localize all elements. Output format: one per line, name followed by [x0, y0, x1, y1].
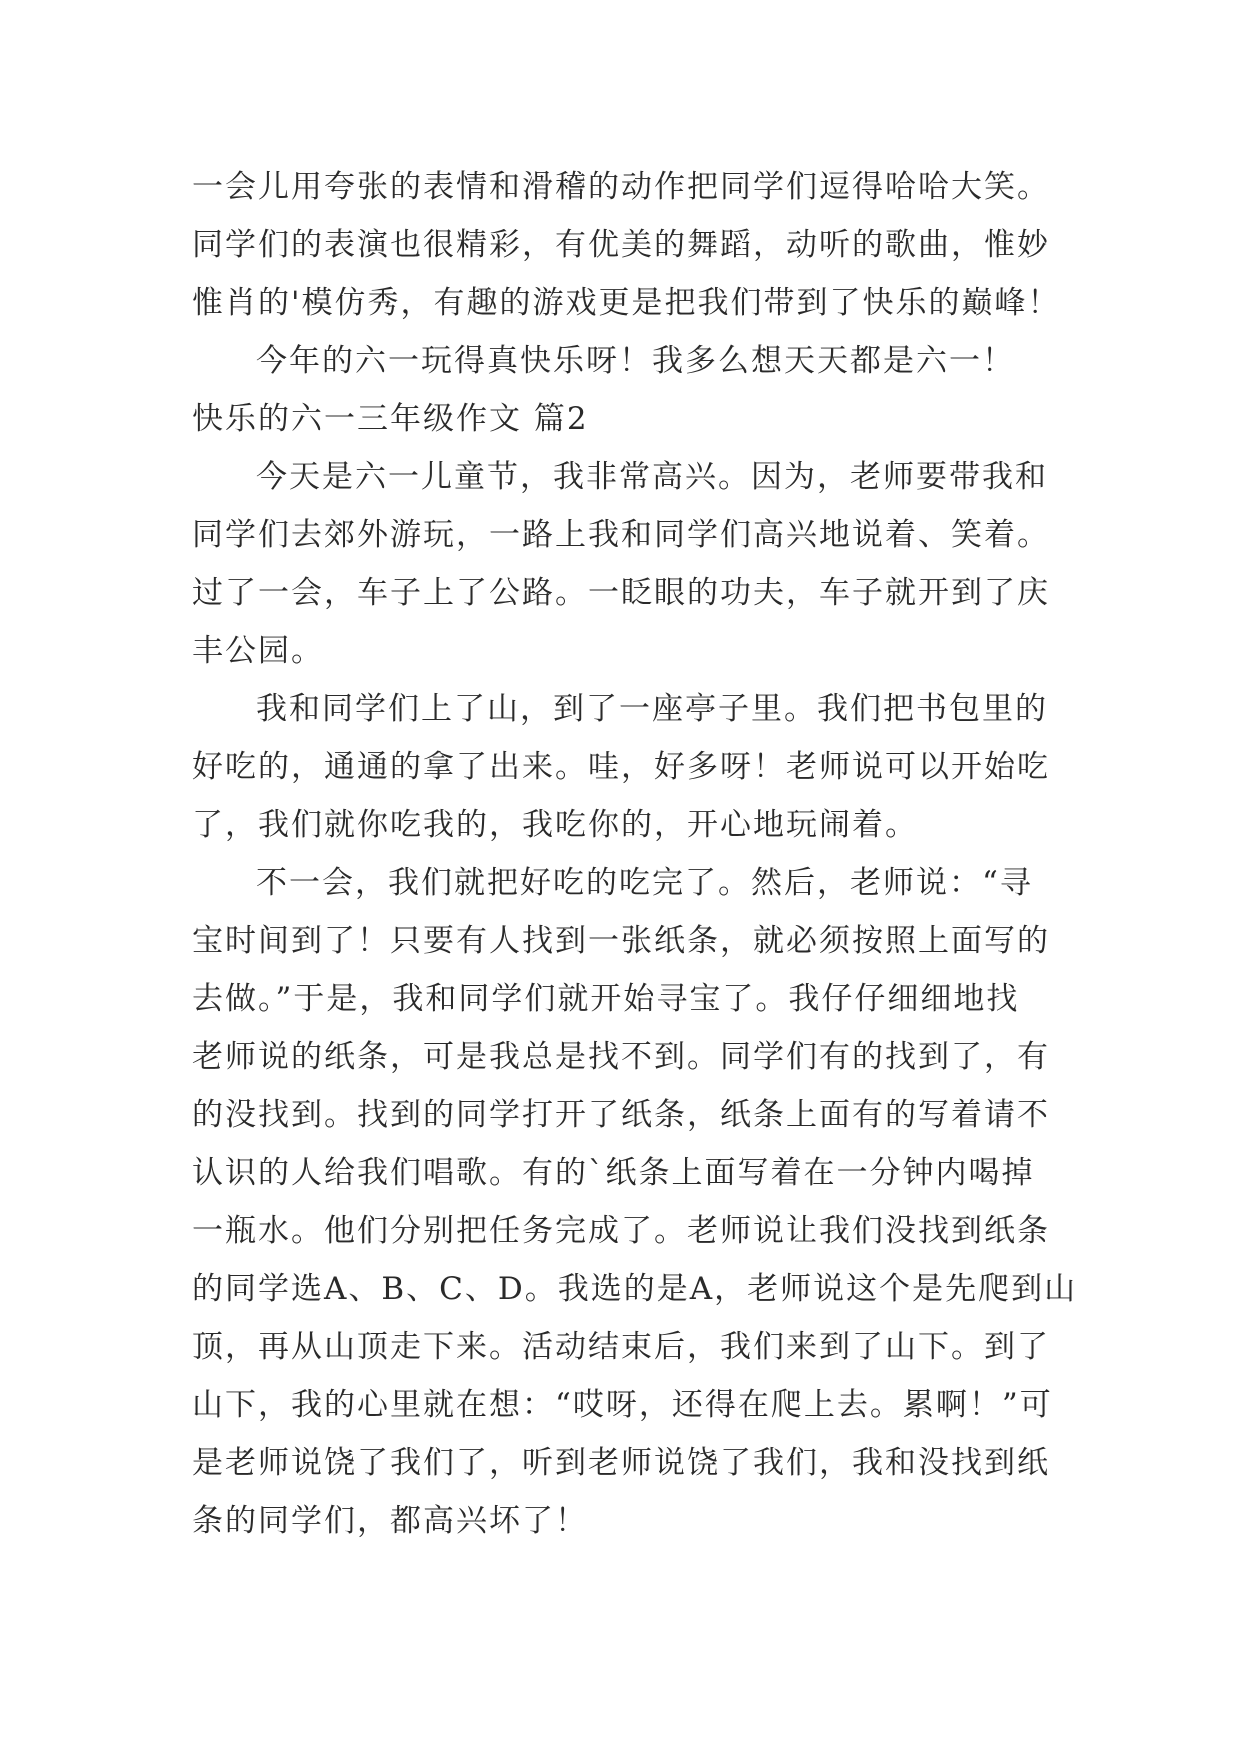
text-line: 惟肖的'模仿秀，有趣的游戏更是把我们带到了快乐的巅峰！: [192, 285, 1061, 321]
text-line: 丰公园。: [192, 633, 324, 669]
text-line: 宝时间到了！只要有人找到一张纸条，就必须按照上面写的: [192, 923, 1050, 959]
text-line: 的没找到。找到的同学打开了纸条，纸条上面有的写着请不: [192, 1097, 1050, 1133]
text-line: 认识的人给我们唱歌。有的`纸条上面写着在一分钟内喝掉: [192, 1155, 1035, 1191]
text-line: 去做。”于是，我和同学们就开始寻宝了。我仔仔细细地找: [192, 981, 1020, 1017]
text-line: 过了一会，车子上了公路。一眨眼的功夫，车子就开到了庆: [192, 575, 1050, 611]
text-line: 的同学选A、B、C、D。我选的是A，老师说这个是先爬到山: [192, 1271, 1078, 1307]
text-line: 好吃的，通通的拿了出来。哇，好多呀！老师说可以开始吃: [192, 749, 1050, 785]
text-line: 同学们的表演也很精彩，有优美的舞蹈，动听的歌曲，惟妙: [192, 227, 1050, 263]
document-body: [192, 158, 1078, 1550]
text-line: 顶，再从山顶走下来。活动结束后，我们来到了山下。到了: [192, 1329, 1050, 1365]
text-line: 今年的六一玩得真快乐呀！我多么想天天都是六一！: [256, 343, 1015, 379]
text-line: 我和同学们上了山，到了一座亭子里。我们把书包里的: [256, 691, 1048, 727]
text-line: 老师说的纸条，可是我总是找不到。同学们有的找到了，有: [192, 1039, 1050, 1075]
text-line: 山下，我的心里就在想：“哎呀，还得在爬上去。累啊！”可: [192, 1387, 1053, 1423]
section-heading: 快乐的六一三年级作文 篇2: [192, 401, 589, 437]
text-line: 是老师说饶了我们了，听到老师说饶了我们，我和没找到纸: [192, 1445, 1050, 1481]
text-line: 同学们去郊外游玩，一路上我和同学们高兴地说着、笑着。: [192, 517, 1050, 553]
text-line: 一瓶水。他们分别把任务完成了。老师说让我们没找到纸条: [192, 1213, 1050, 1249]
text-line: 一会儿用夸张的表情和滑稽的动作把同学们逗得哈哈大笑。: [192, 169, 1050, 205]
text-line: 今天是六一儿童节，我非常高兴。因为，老师要带我和: [256, 459, 1048, 495]
text-line: 条的同学们，都高兴坏了！: [192, 1503, 588, 1539]
text-line: 不一会，我们就把好吃的吃完了。然后，老师说：“寻: [256, 865, 1033, 901]
text-line: 了，我们就你吃我的，我吃你的，开心地玩闹着。: [192, 807, 918, 843]
